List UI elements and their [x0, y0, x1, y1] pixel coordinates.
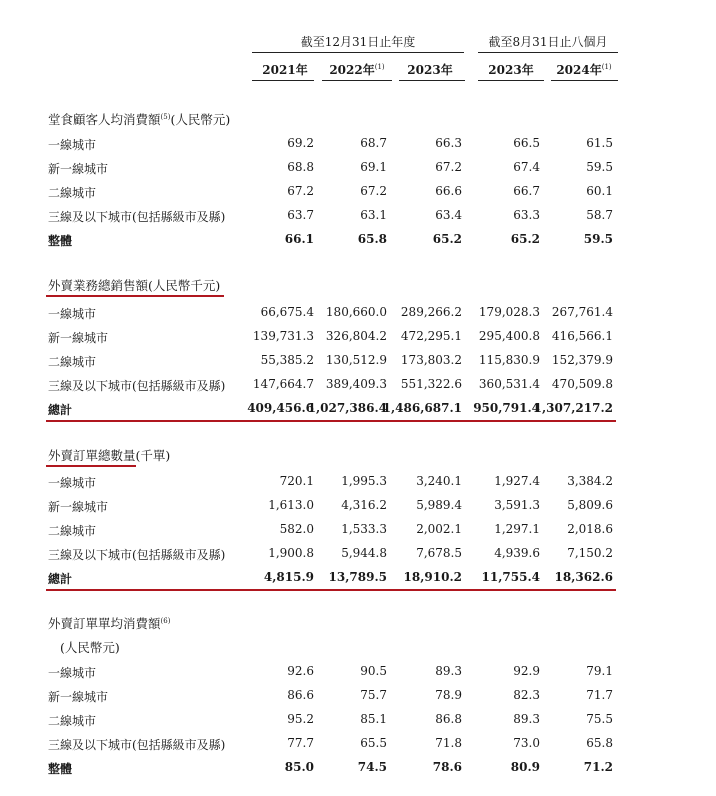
cell-2021: 68.8 — [287, 160, 314, 174]
cell-2023-8m: 1,297.1 — [494, 522, 540, 536]
total-row-underline — [46, 420, 616, 422]
cell-2023-8m: 3,591.3 — [494, 498, 540, 512]
row-label: 新一線城市 — [48, 162, 109, 176]
cell-2023-8m: 950,791.4 — [473, 401, 540, 415]
cell-2024-8m: 152,379.9 — [551, 353, 613, 367]
cell-2024-8m: 61.5 — [586, 136, 613, 150]
section-title-dinein-spend: 堂食顧客人均消費額$^{(5)}$(人民幣元) — [48, 112, 231, 127]
cell-2021: 66.1 — [284, 232, 314, 246]
cell-2024-8m: 59.5 — [586, 160, 613, 174]
cell-2022: 326,804.2 — [325, 329, 387, 343]
cell-2024-8m: 1,307,217.2 — [533, 401, 613, 415]
header-group-fiscal-year-rule — [252, 52, 464, 53]
section-title-underline — [46, 295, 224, 297]
cell-2023-8m: 89.3 — [513, 712, 540, 726]
cell-2021: 1,613.0 — [268, 498, 314, 512]
cell-2023: 5,989.4 — [416, 498, 462, 512]
cell-2023: 78.9 — [435, 688, 462, 702]
cell-2022: 1,533.3 — [341, 522, 387, 536]
cell-2021: 85.0 — [284, 760, 314, 774]
cell-2023-8m: 67.4 — [513, 160, 540, 174]
cell-2021: 92.6 — [287, 664, 314, 678]
cell-2024-8m: 59.5 — [583, 232, 613, 246]
year-rule-3 — [399, 80, 465, 81]
cell-2021: 1,900.8 — [268, 546, 314, 560]
cell-2021: 720.1 — [279, 474, 314, 488]
table-row — [0, 736, 716, 756]
table-row — [0, 522, 716, 542]
table-row — [0, 688, 716, 708]
cell-2021: 139,731.3 — [252, 329, 314, 343]
cell-2023-8m: 115,830.9 — [478, 353, 540, 367]
row-label: 一線城市 — [48, 307, 97, 321]
cell-2022: 74.5 — [357, 760, 387, 774]
row-label: 總計 — [48, 403, 73, 417]
table-row — [0, 305, 716, 325]
cell-2023: 3,240.1 — [416, 474, 462, 488]
cell-2023-8m: 73.0 — [513, 736, 540, 750]
cell-2023: 7,678.5 — [416, 546, 462, 560]
cell-2024-8m: 18,362.6 — [554, 570, 613, 584]
header-group-eight-months-rule — [478, 52, 618, 53]
cell-2023-8m: 82.3 — [513, 688, 540, 702]
cell-2022: 67.2 — [360, 184, 387, 198]
row-label: 一線城市 — [48, 476, 97, 490]
table-row — [0, 377, 716, 397]
table-row — [0, 160, 716, 180]
year-rule-5 — [551, 80, 618, 81]
cell-2023-8m: 65.2 — [510, 232, 540, 246]
year-header-2024-8m: 2024年$^{(1)}$ — [556, 63, 612, 77]
cell-2023: 65.2 — [432, 232, 462, 246]
cell-2022: 1,995.3 — [341, 474, 387, 488]
table-row-total — [0, 760, 716, 780]
year-header-2023: 2023年 — [407, 63, 453, 77]
cell-2023: 551,322.6 — [400, 377, 462, 391]
table-row — [0, 664, 716, 684]
cell-2022: 5,944.8 — [341, 546, 387, 560]
row-label: 新一線城市 — [48, 331, 109, 345]
cell-2024-8m: 5,809.6 — [567, 498, 613, 512]
cell-2023: 67.2 — [435, 160, 462, 174]
table-row — [0, 498, 716, 518]
cell-2021: 4,815.9 — [263, 570, 314, 584]
cell-2021: 55,385.2 — [260, 353, 314, 367]
cell-2023: 289,266.2 — [400, 305, 462, 319]
total-row-underline — [46, 589, 616, 591]
cell-2022: 389,409.3 — [325, 377, 387, 391]
cell-2022: 180,660.0 — [325, 305, 387, 319]
row-label: 三線及以下城市(包括縣級市及縣) — [48, 738, 226, 752]
cell-2021: 95.2 — [287, 712, 314, 726]
cell-2024-8m: 3,384.2 — [567, 474, 613, 488]
row-label: 二線城市 — [48, 355, 97, 369]
row-label: 總計 — [48, 572, 73, 586]
row-label: 二線城市 — [48, 524, 97, 538]
cell-2022: 63.1 — [360, 208, 387, 222]
table-row — [0, 353, 716, 373]
cell-2024-8m: 79.1 — [586, 664, 613, 678]
table-row — [0, 329, 716, 349]
cell-2023: 2,002.1 — [416, 522, 462, 536]
cell-2024-8m: 470,509.8 — [551, 377, 613, 391]
row-label: 一線城市 — [48, 666, 97, 680]
year-header-2022: 2022年$^{(1)}$ — [329, 63, 385, 77]
cell-2021: 147,664.7 — [252, 377, 314, 391]
cell-2022: 90.5 — [360, 664, 387, 678]
cell-2021: 77.7 — [287, 736, 314, 750]
cell-2024-8m: 60.1 — [586, 184, 613, 198]
cell-2024-8m: 71.7 — [586, 688, 613, 702]
table-row — [0, 136, 716, 156]
cell-2023-8m: 80.9 — [510, 760, 540, 774]
cell-2022: 75.7 — [360, 688, 387, 702]
cell-2021: 582.0 — [279, 522, 314, 536]
cell-2024-8m: 7,150.2 — [567, 546, 613, 560]
cell-2023: 63.4 — [435, 208, 462, 222]
cell-2023-8m: 11,755.4 — [481, 570, 540, 584]
cell-2021: 67.2 — [287, 184, 314, 198]
cell-2024-8m: 58.7 — [586, 208, 613, 222]
row-label: 三線及以下城市(包括縣級市及縣) — [48, 548, 226, 562]
cell-2023: 1,486,687.1 — [382, 401, 462, 415]
cell-2024-8m: 267,761.4 — [551, 305, 613, 319]
table-row — [0, 184, 716, 204]
year-rule-2 — [322, 80, 392, 81]
cell-2022: 68.7 — [360, 136, 387, 150]
table-row — [0, 474, 716, 494]
cell-2023: 86.8 — [435, 712, 462, 726]
cell-2024-8m: 75.5 — [586, 712, 613, 726]
cell-2023-8m: 295,400.8 — [478, 329, 540, 343]
table-row — [0, 208, 716, 228]
section-unit-delivery-avg-order: (人民幣元) — [60, 640, 120, 655]
cell-2022: 13,789.5 — [328, 570, 387, 584]
cell-2023-8m: 1,927.4 — [494, 474, 540, 488]
row-label: 三線及以下城市(包括縣級市及縣) — [48, 379, 226, 393]
section-title-delivery-avg-order: 外賣訂單單均消費額$^{(6)}$ — [48, 616, 171, 631]
table-row — [0, 712, 716, 732]
cell-2022: 4,316.2 — [341, 498, 387, 512]
cell-2021: 66,675.4 — [260, 305, 314, 319]
year-rule-4 — [478, 80, 544, 81]
cell-2022: 65.5 — [360, 736, 387, 750]
cell-2023: 78.6 — [432, 760, 462, 774]
cell-2021: 409,456.6 — [247, 401, 314, 415]
cell-2024-8m: 416,566.1 — [551, 329, 613, 343]
row-label: 整體 — [48, 234, 73, 248]
row-label: 二線城市 — [48, 714, 97, 728]
section-title-delivery-orders: 外賣訂單總數量(千單) — [48, 448, 171, 463]
cell-2023: 71.8 — [435, 736, 462, 750]
cell-2023-8m: 66.7 — [513, 184, 540, 198]
cell-2023: 66.6 — [435, 184, 462, 198]
cell-2021: 86.6 — [287, 688, 314, 702]
cell-2023-8m: 63.3 — [513, 208, 540, 222]
header-group-fiscal-year: 截至12月31日止年度 — [300, 35, 416, 49]
row-label: 新一線城市 — [48, 500, 109, 514]
cell-2022: 65.8 — [357, 232, 387, 246]
cell-2022: 69.1 — [360, 160, 387, 174]
cell-2023-8m: 360,531.4 — [478, 377, 540, 391]
cell-2023-8m: 179,028.3 — [478, 305, 540, 319]
cell-2024-8m: 2,018.6 — [567, 522, 613, 536]
year-header-2021: 2021年 — [262, 63, 308, 77]
cell-2021: 63.7 — [287, 208, 314, 222]
cell-2022: 1,027,386.4 — [307, 401, 387, 415]
table-row-total — [0, 232, 716, 252]
cell-2024-8m: 65.8 — [586, 736, 613, 750]
cell-2023: 89.3 — [435, 664, 462, 678]
cell-2023-8m: 4,939.6 — [494, 546, 540, 560]
header-group-eight-months: 截至8月31日止八個月 — [488, 35, 608, 49]
cell-2023: 173,803.2 — [400, 353, 462, 367]
table-row-total — [0, 570, 716, 590]
cell-2024-8m: 71.2 — [583, 760, 613, 774]
row-label: 整體 — [48, 762, 73, 776]
cell-2021: 69.2 — [287, 136, 314, 150]
cell-2022: 85.1 — [360, 712, 387, 726]
cell-2023-8m: 92.9 — [513, 664, 540, 678]
cell-2023: 472,295.1 — [400, 329, 462, 343]
row-label: 二線城市 — [48, 186, 97, 200]
table-row — [0, 546, 716, 566]
cell-2023-8m: 66.5 — [513, 136, 540, 150]
cell-2022: 130,512.9 — [325, 353, 387, 367]
year-rule-1 — [252, 80, 314, 81]
section-title-delivery-sales: 外賣業務總銷售額(人民幣千元) — [48, 278, 221, 293]
section-title-underline — [46, 465, 136, 467]
table-row-total — [0, 401, 716, 421]
row-label: 三線及以下城市(包括縣級市及縣) — [48, 210, 226, 224]
row-label: 一線城市 — [48, 138, 97, 152]
row-label: 新一線城市 — [48, 690, 109, 704]
cell-2023: 66.3 — [435, 136, 462, 150]
year-header-2023-8m: 2023年 — [488, 63, 534, 77]
cell-2023: 18,910.2 — [403, 570, 462, 584]
